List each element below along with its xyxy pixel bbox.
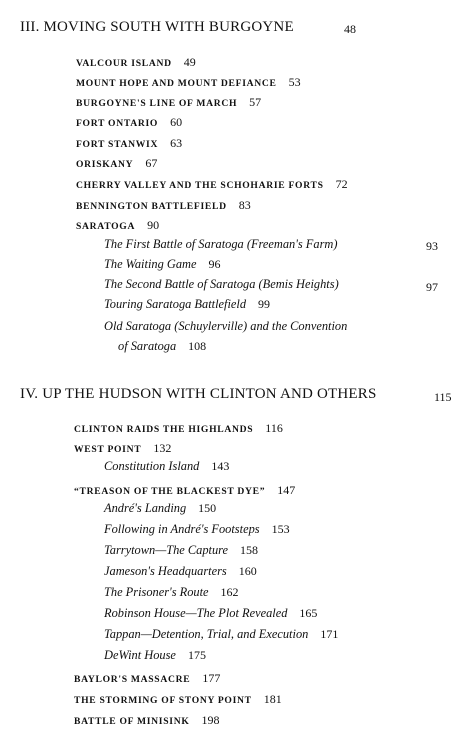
toc-entry[interactable] [74, 693, 282, 706]
toc-entry-page: 49 [183, 55, 196, 69]
toc-subentry-label: André's Landing [104, 501, 187, 515]
part-3-title: III. MOVING SOUTH WITH BURGOYNE [20, 19, 294, 35]
toc-entry[interactable] [76, 137, 182, 150]
toc-subentry-page: 108 [188, 339, 207, 353]
toc-entry-page: 60 [170, 115, 183, 129]
toc-entry-label: BURGOYNE'S LINE OF MARCH [76, 98, 238, 109]
part-4-page: 115 [434, 390, 452, 404]
toc-subentry-page: 96 [208, 257, 221, 271]
toc-subentry-label: Following in André's Footsteps [104, 522, 260, 536]
toc-subentry-page: 162 [220, 585, 239, 599]
toc-subentry-label: Touring Saratoga Battlefield [104, 297, 247, 311]
toc-entry-label: SARATOGA [76, 221, 136, 232]
toc-subentry-label: Old Saratoga (Schuylerville) and the Convention [104, 319, 348, 333]
toc-subentry[interactable] [104, 565, 257, 577]
toc-subentry-continuation[interactable] [118, 340, 206, 352]
toc-entry-page: 63 [170, 136, 183, 150]
toc-entry-label: THE STORMING OF STONY POINT [74, 695, 252, 706]
toc-subentry-page: 97 [426, 280, 438, 294]
part-4-title: IV. UP THE HUDSON WITH CLINTON AND OTHERS [20, 386, 377, 402]
toc-entry[interactable] [76, 219, 159, 232]
toc-entry[interactable] [76, 178, 348, 191]
toc-subentry-page: 99 [258, 297, 271, 311]
toc-entry-label: “TREASON OF THE BLACKEST DYE” [74, 486, 266, 497]
toc-subentry[interactable] [104, 258, 220, 270]
toc-subentry-page: 165 [299, 606, 318, 620]
toc-entry-page: 57 [249, 95, 262, 109]
toc-entry-label: ORISKANY [76, 159, 134, 170]
part-3-heading[interactable] [20, 20, 294, 35]
toc-entry[interactable] [74, 714, 219, 727]
toc-subentry[interactable] [104, 628, 338, 640]
toc-subentry[interactable] [104, 523, 290, 535]
toc-entry-page: 181 [263, 692, 282, 706]
toc-entry-label: FORT STANWIX [76, 139, 159, 150]
toc-entry-page: 90 [147, 218, 160, 232]
toc-entry-page: 116 [265, 421, 283, 435]
toc-subentry[interactable] [104, 238, 337, 250]
toc-entry-page: 132 [153, 441, 172, 455]
toc-subentry-label: DeWint House [104, 648, 176, 662]
toc-entry[interactable] [76, 199, 251, 212]
toc-entry-label: BENNINGTON BATTLEFIELD [76, 201, 227, 212]
toc-subentry-label: Robinson House—The Plot Revealed [104, 606, 288, 620]
toc-subentry-label: The Prisoner's Route [104, 585, 209, 599]
toc-entry[interactable] [74, 422, 283, 435]
toc-entry-page: 67 [145, 156, 158, 170]
toc-entry-page: 83 [238, 198, 251, 212]
toc-subentry[interactable] [104, 502, 216, 514]
toc-subentry-page: 143 [211, 459, 230, 473]
toc-subentry[interactable] [104, 298, 270, 310]
toc-entry-label: CLINTON RAIDS THE HIGHLANDS [74, 424, 254, 435]
toc-entry-label: BAYLOR'S MASSACRE [74, 674, 191, 685]
toc-subentry-label: The First Battle of Saratoga (Freeman's Farm) [104, 237, 338, 251]
toc-entry[interactable] [76, 56, 196, 69]
toc-subentry-label: Tarrytown—The Capture [104, 543, 229, 557]
toc-subentry-page: 158 [240, 543, 259, 557]
toc-subentry-page: 93 [426, 239, 438, 253]
toc-subentry-label: The Second Battle of Saratoga (Bemis Heights) [104, 277, 339, 291]
toc-entry-page: 147 [277, 483, 296, 497]
toc-entry-label: MOUNT HOPE AND MOUNT DEFIANCE [76, 78, 277, 89]
toc-subentry[interactable] [104, 320, 347, 332]
toc-entry[interactable] [74, 672, 220, 685]
toc-entry[interactable] [76, 116, 182, 129]
toc-subentry-label: Tappan—Detention, Trial, and Execution [104, 627, 309, 641]
toc-entry-label: FORT ONTARIO [76, 118, 159, 129]
toc-entry[interactable] [74, 484, 295, 497]
toc-subentry[interactable] [104, 278, 339, 290]
toc-subentry[interactable] [104, 649, 206, 661]
toc-subentry[interactable] [104, 544, 258, 556]
toc-subentry[interactable] [104, 607, 317, 619]
toc-subentry-page: 171 [320, 627, 339, 641]
toc-entry-page: 198 [201, 713, 220, 727]
toc-entry-label: CHERRY VALLEY AND THE SCHOHARIE FORTS [76, 180, 324, 191]
toc-subentry-label: Jameson's Headquarters [104, 564, 227, 578]
toc-entry[interactable] [76, 96, 261, 109]
toc-subentry-page: 150 [198, 501, 217, 515]
toc-entry[interactable] [76, 157, 157, 170]
toc-entry[interactable] [74, 442, 171, 455]
toc-subentry-page: 160 [238, 564, 257, 578]
toc-entry-page: 177 [202, 671, 221, 685]
part-4-heading[interactable] [20, 387, 377, 402]
toc-entry-label: VALCOUR ISLAND [76, 58, 172, 69]
toc-subentry[interactable] [104, 586, 239, 598]
toc-entry-page: 53 [288, 75, 301, 89]
toc-subentry-label: of Saratoga [118, 339, 177, 353]
toc-subentry-label: Constitution Island [104, 459, 200, 473]
part-3-page: 48 [344, 22, 356, 36]
toc-entry-label: WEST POINT [74, 444, 142, 455]
toc-entry[interactable] [76, 76, 301, 89]
toc-subentry[interactable] [104, 460, 229, 472]
toc-subentry-label: The Waiting Game [104, 257, 197, 271]
toc-entry-page: 72 [335, 177, 348, 191]
toc-subentry-page: 153 [271, 522, 290, 536]
toc-subentry-page: 175 [187, 648, 206, 662]
toc-entry-label: BATTLE OF MINISINK [74, 716, 190, 727]
